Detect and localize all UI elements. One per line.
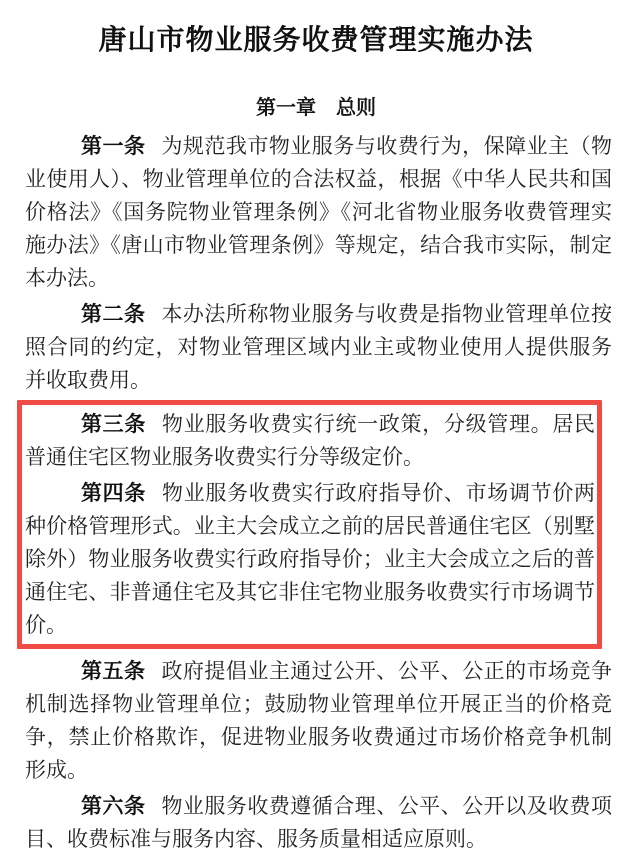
article-1-text: 为规范我市物业服务与收费行为，保障业主（物业使用人）、物业管理单位的合法权益，根据《中华人民共和国价格法》《国务院物业管理条例》《河北省物业服务收费管理实施办法》《唐山市物业管理条例》等规定，结合我市实际，制定本办法。 [25, 134, 613, 290]
article-5-text: 政府提倡业主通过公开、公平、公正的市场竞争机制选择物业管理单位；鼓励物业管理单位开展正当的价格竞争，禁止价格欺诈，促进物业服务收费通过市场价格竞争机制形成。 [25, 659, 613, 782]
document-body [0, 130, 632, 856]
article-3-text: 物业服务收费实行统一政策，分级管理。居民普通住宅区物业服务收费实行分等级定价。 [25, 412, 595, 469]
article-1-number: 第一条 [81, 135, 146, 158]
article-4-number: 第四条 [81, 482, 147, 505]
article-2-text: 本办法所称物业服务与收费是指物业管理单位按照合同的约定，对物业管理区域内业主或物业使用人提供服务并收取费用。 [25, 302, 613, 392]
article-5 [0, 655, 632, 787]
article-1 [0, 130, 632, 295]
article-5-number: 第五条 [81, 660, 146, 683]
article-3 [22, 408, 597, 474]
article-4 [22, 477, 597, 642]
article-6-number: 第六条 [81, 795, 146, 818]
article-4-text: 物业服务收费实行政府指导价、市场调节价两种价格管理形式。业主大会成立之前的居民普通住宅区（别墅除外）物业服务收费实行政府指导价；业主大会成立之后的普通住宅、非普通住宅及其它非住宅物业服务收费实行市场调节价。 [25, 481, 595, 637]
document-title: 唐山市物业服务收费管理实施办法 [98, 25, 534, 56]
article-3-number: 第三条 [81, 413, 147, 436]
article-6-text: 物业服务收费遵循合理、公平、公开以及收费项目、收费标准与服务内容、服务质量相适应原则。 [25, 794, 613, 851]
article-2-number: 第二条 [81, 303, 146, 326]
article-2 [0, 298, 632, 397]
chapter-heading: 第一章 总则 [256, 97, 376, 119]
article-6 [0, 790, 632, 856]
highlight-box [17, 400, 602, 649]
